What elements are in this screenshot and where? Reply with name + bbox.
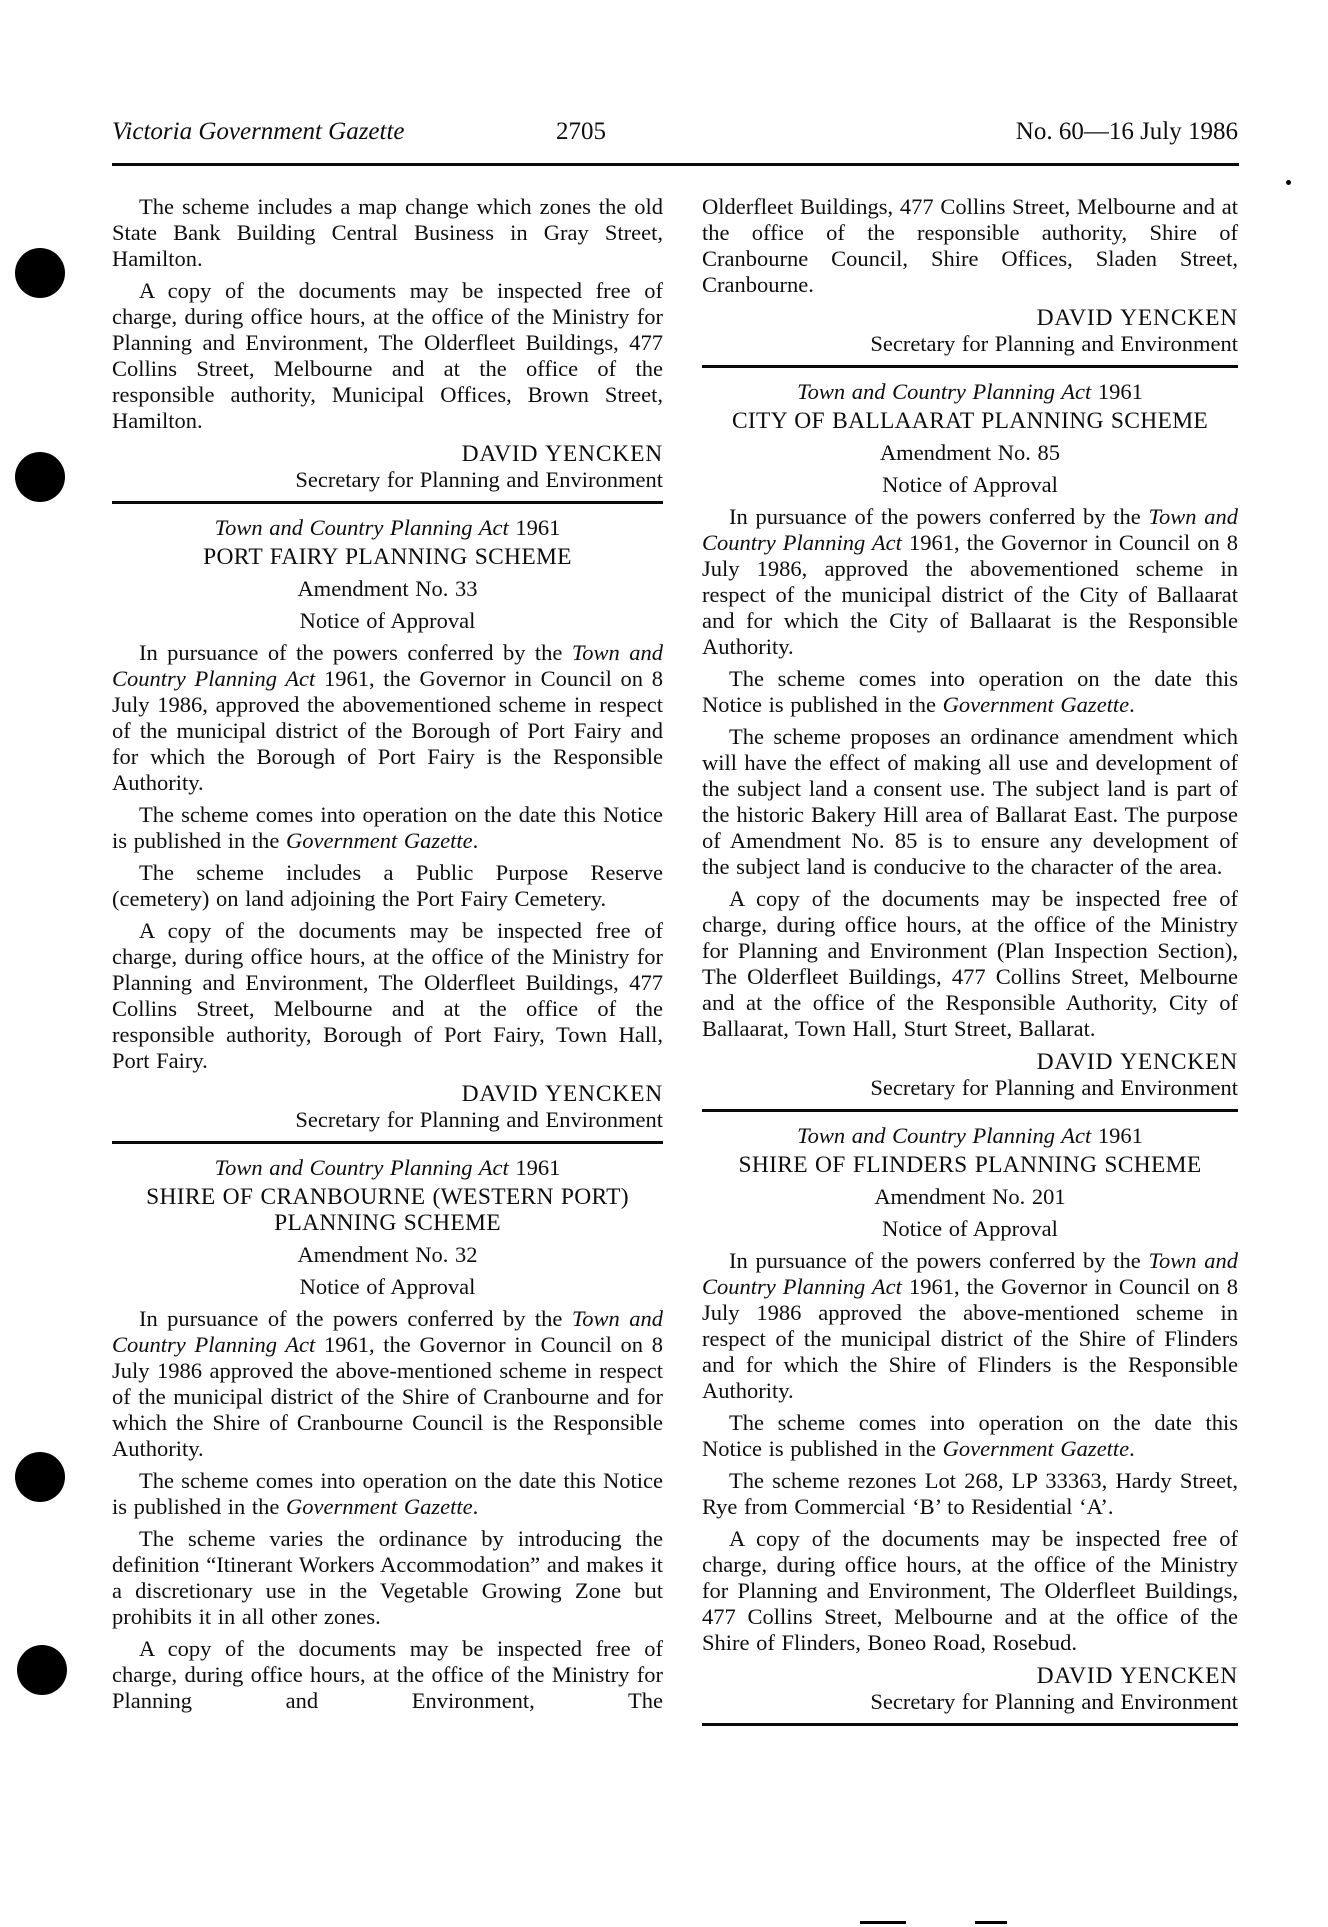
notice-paragraph: A copy of the documents may be inspected free of charge, during office hours, at the office of the Ministry for Planning and Environment, The: [112, 1636, 663, 1713]
signatory-title: Secretary for Planning and Environment: [870, 1689, 1238, 1714]
amendment-number: Amendment No. 33: [297, 576, 478, 601]
scheme-title: CITY OF BALLAARAT PLANNING SCHEME: [731, 408, 1209, 434]
notice-type-heading: Notice of Approval: [299, 1274, 476, 1299]
notice-paragraph: In pursuance of the powers conferred by the Town and Country Planning Act 1961, the Governor in Council on 8 July 1986, approved the abovementioned scheme in respect of the municipal district of the Borough of Port Fairy and for which the Borough of Port Fairy is the Responsible Authority.: [112, 640, 663, 795]
signature-block: [112, 441, 663, 493]
notice-paragraph: The scheme rezones Lot 268, LP 33363, Hardy Street, Rye from Commercial ‘B’ to Residential ‘A’.: [702, 1468, 1238, 1519]
notice-paragraph: The scheme comes into operation on the date this Notice is published in the Government Gazette.: [112, 1468, 663, 1519]
page-number: 2705: [556, 118, 606, 145]
act-title: Town and Country Planning Act 1961: [214, 1155, 561, 1180]
signature-block: [702, 1663, 1238, 1715]
signatory-name: DAVID YENCKEN: [1036, 1049, 1238, 1075]
scheme-title: PORT FAIRY PLANNING SCHEME: [203, 544, 572, 570]
punch-hole-mark: [15, 1452, 65, 1502]
notice-paragraph: The scheme includes a Public Purpose Reserve (cemetery) on land adjoining the Port Fairy Cemetery.: [112, 860, 663, 911]
signatory-name: DAVID YENCKEN: [461, 441, 663, 467]
notice-paragraph: The scheme proposes an ordinance amendment which will have the effect of making all use and development of the subject land a consent use. The subject land is part of the historic Bakery Hill area of Ballarat East. The purpose of Amendment No. 85 is to ensure any development of the subject land is conducive to the character of the area.: [702, 724, 1238, 879]
notice-type-heading: Notice of Approval: [882, 1216, 1058, 1241]
journal-title: Victoria Government Gazette: [112, 118, 405, 145]
amendment-number: Amendment No. 85: [879, 440, 1061, 465]
right-column: [702, 188, 1238, 1736]
notice-paragraph: A copy of the documents may be inspected free of charge, during office hours, at the office of the Ministry for Planning and Environment, The Olderfleet Buildings, 477 Collins Street, Melbourne and at the office of the responsible authority, Municipal Offices, Brown Street, Hamilton.: [112, 278, 663, 433]
notice-paragraph-continued: Olderfleet Buildings, 477 Collins Street, Melbourne and at the office of the responsible authority, Shire of Cranbourne Council, Shire Offices, Sladen Street, Cranbourne.: [702, 194, 1238, 297]
signatory-name: DAVID YENCKEN: [1036, 305, 1238, 331]
scan-artifact: [975, 1921, 1007, 1924]
notice-paragraph: The scheme comes into operation on the date this Notice is published in the Government Gazette.: [112, 802, 663, 853]
scan-artifact: [860, 1921, 906, 1924]
signatory-name: DAVID YENCKEN: [461, 1081, 663, 1107]
notice-paragraph: A copy of the documents may be inspected free of charge, during office hours, at the office of the Ministry for Planning and Environment, The Olderfleet Buildings, 477 Collins Street, Melbourne and at the office of the Shire of Flinders, Boneo Road, Rosebud.: [702, 1526, 1238, 1655]
section-divider: [112, 1141, 663, 1144]
signatory-title: Secretary for Planning and Environment: [870, 1075, 1238, 1100]
signature-block: [702, 1049, 1238, 1101]
notice-type-heading: Notice of Approval: [299, 608, 476, 633]
notice-paragraph: In pursuance of the powers conferred by the Town and Country Planning Act 1961, the Governor in Council on 8 July 1986, approved the abovementioned scheme in respect of the municipal district of the City of Ballaarat and for which the City of Ballaarat is the Responsible Authority.: [702, 504, 1238, 659]
act-title: Town and Country Planning Act 1961: [214, 515, 561, 540]
notice-paragraph: The scheme includes a map change which zones the old State Bank Building Central Business in Gray Street, Hamilton.: [112, 194, 663, 271]
act-title: Town and Country Planning Act 1961: [797, 1123, 1143, 1148]
section-divider: [702, 365, 1238, 368]
punch-hole-mark: [17, 1645, 67, 1695]
notice-paragraph: The scheme comes into operation on the date this Notice is published in the Government Gazette.: [702, 666, 1238, 717]
scheme-title: SHIRE OF CRANBOURNE (WESTERN PORT) PLANNING SCHEME: [146, 1184, 629, 1236]
header-rule: [112, 163, 1239, 166]
signature-block: [702, 305, 1238, 357]
notice-paragraph: In pursuance of the powers conferred by the Town and Country Planning Act 1961, the Governor in Council on 8 July 1986 approved the above-mentioned scheme in respect of the municipal district of the Shire of Flinders and for which the Shire of Flinders is the Responsible Authority.: [702, 1248, 1238, 1403]
notice-type-heading: Notice of Approval: [882, 472, 1058, 497]
amendment-number: Amendment No. 201: [874, 1184, 1066, 1209]
issue-number: No. 60—16 July 1986: [1015, 118, 1238, 145]
section-divider: [702, 1723, 1238, 1726]
scan-artifact: [1286, 180, 1291, 185]
scheme-title: SHIRE OF FLINDERS PLANNING SCHEME: [738, 1152, 1202, 1178]
notice-paragraph: In pursuance of the powers conferred by the Town and Country Planning Act 1961, the Governor in Council on 8 July 1986 approved the above-mentioned scheme in respect of the municipal district of the Shire of Cranbourne and for which the Shire of Cranbourne Council is the Responsible Authority.: [112, 1306, 663, 1461]
signatory-title: Secretary for Planning and Environment: [870, 331, 1238, 356]
left-column: [112, 188, 663, 1720]
amendment-number: Amendment No. 32: [297, 1242, 478, 1267]
signature-block: [112, 1081, 663, 1133]
notice-paragraph: The scheme varies the ordinance by introducing the definition “Itinerant Workers Accommodation” and makes it a discretionary use in the Vegetable Growing Zone but prohibits it in all other zones.: [112, 1526, 663, 1629]
section-divider: [112, 501, 663, 504]
signatory-title: Secretary for Planning and Environment: [295, 467, 663, 492]
punch-hole-mark: [15, 452, 65, 502]
section-divider: [702, 1109, 1238, 1112]
punch-hole-mark: [15, 248, 65, 298]
signatory-name: DAVID YENCKEN: [1036, 1663, 1238, 1689]
act-title: Town and Country Planning Act 1961: [797, 379, 1143, 404]
signatory-title: Secretary for Planning and Environment: [295, 1107, 663, 1132]
notice-paragraph: A copy of the documents may be inspected free of charge, during office hours, at the office of the Ministry for Planning and Environment (Plan Inspection Section), The Olderfleet Buildings, 477 Collins Street, Melbourne and at the office of the Responsible Authority, City of Ballaarat, Town Hall, Sturt Street, Ballarat.: [702, 886, 1238, 1041]
notice-paragraph: A copy of the documents may be inspected free of charge, during office hours, at the office of the Ministry for Planning and Environment, The Olderfleet Buildings, 477 Collins Street, Melbourne and at the office of the responsible authority, Borough of Port Fairy, Town Hall, Port Fairy.: [112, 918, 663, 1073]
notice-paragraph: The scheme comes into operation on the date this Notice is published in the Government Gazette.: [702, 1410, 1238, 1461]
